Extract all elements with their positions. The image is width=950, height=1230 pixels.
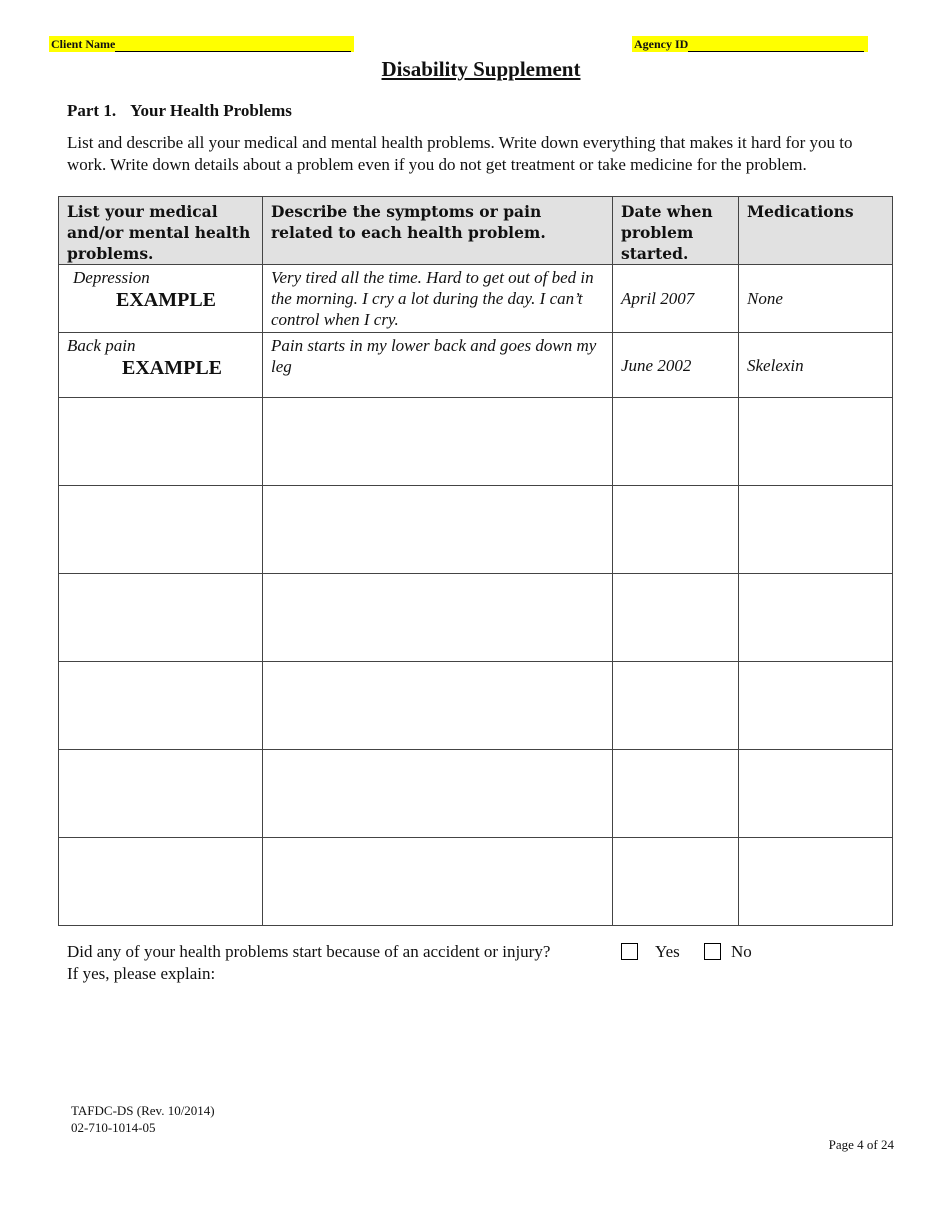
page-number: Page 4 of 24 <box>828 1137 894 1152</box>
date-cell[interactable] <box>613 838 739 926</box>
accident-question <box>67 941 550 985</box>
table-row <box>59 750 893 838</box>
problem-cell[interactable] <box>59 750 263 838</box>
symptoms-cell[interactable] <box>263 574 613 662</box>
no-checkbox[interactable] <box>704 943 721 960</box>
explain-label: If yes, please explain: <box>67 964 216 983</box>
part-title: Your Health Problems <box>130 101 292 120</box>
date-cell[interactable] <box>613 662 739 750</box>
example-symptoms: Very tired all the time. Hard to get out of bed in the morning. I cry a lot during the day. I can’t control when I cry. <box>263 265 613 333</box>
medication-cell[interactable] <box>739 662 893 750</box>
client-name-field[interactable] <box>49 36 354 52</box>
problem-cell[interactable] <box>59 574 263 662</box>
example-medication: Skelexin <box>739 333 893 398</box>
problem-cell[interactable] <box>59 662 263 750</box>
accident-question-text: Did any of your health problems start because of an accident or injury? <box>67 942 551 961</box>
problem-cell[interactable] <box>59 398 263 486</box>
symptoms-cell[interactable] <box>263 838 613 926</box>
example-problem-cell <box>59 265 263 333</box>
date-cell[interactable] <box>613 486 739 574</box>
agency-id-label: Agency ID <box>634 37 689 51</box>
medication-cell[interactable] <box>739 486 893 574</box>
medication-cell[interactable] <box>739 574 893 662</box>
part-heading <box>67 101 292 121</box>
problem-cell[interactable] <box>59 486 263 574</box>
example-symptoms: Pain starts in my lower back and goes down my leg <box>263 333 613 398</box>
table-row <box>59 486 893 574</box>
example-row <box>59 333 893 398</box>
table-header-row <box>59 197 893 265</box>
example-tag: EXAMPLE <box>116 289 216 311</box>
example-date: June 2002 <box>613 333 739 398</box>
column-header-symptoms: Describe the symptoms or pain related to each health problem. <box>263 197 613 265</box>
example-tag: EXAMPLE <box>122 357 222 379</box>
client-name-line[interactable] <box>115 38 351 52</box>
example-date: April 2007 <box>613 265 739 333</box>
agency-id-line[interactable] <box>688 38 864 52</box>
problem-cell[interactable] <box>59 838 263 926</box>
page-title: Disability Supplement <box>381 57 581 81</box>
medication-cell[interactable] <box>739 750 893 838</box>
agency-id-field[interactable] <box>632 36 868 52</box>
symptoms-cell[interactable] <box>263 662 613 750</box>
medication-cell[interactable] <box>739 398 893 486</box>
no-option[interactable] <box>704 941 752 963</box>
example-problem: Depression <box>73 268 150 287</box>
intro-text: List and describe all your medical and mental health problems. Write down everything that makes it hard for you to work. Write down details about a problem even if you do not get treatment or take medicine for the problem. <box>67 133 853 174</box>
form-footer <box>71 1102 215 1136</box>
symptoms-cell[interactable] <box>263 486 613 574</box>
column-header-medications: Medications <box>739 197 893 265</box>
table-row <box>59 662 893 750</box>
form-id: TAFDC-DS (Rev. 10/2014) <box>71 1103 215 1118</box>
medication-cell[interactable] <box>739 838 893 926</box>
table-row <box>59 398 893 486</box>
yes-option[interactable] <box>621 941 680 963</box>
form-code: 02-710-1014-05 <box>71 1120 156 1135</box>
date-cell[interactable] <box>613 574 739 662</box>
yes-checkbox[interactable] <box>621 943 638 960</box>
health-problems-table <box>58 196 893 926</box>
table-row <box>59 838 893 926</box>
example-row <box>59 265 893 333</box>
date-cell[interactable] <box>613 750 739 838</box>
yes-label: Yes <box>655 942 680 961</box>
no-label: No <box>731 942 752 961</box>
column-header-date: Date when problem started. <box>613 197 739 265</box>
symptoms-cell[interactable] <box>263 750 613 838</box>
part-number: Part 1. <box>67 101 117 120</box>
example-medication: None <box>739 265 893 333</box>
table-row <box>59 574 893 662</box>
column-header-problems: List your medical and/or mental health problems. <box>59 197 263 265</box>
example-problem: Back pain <box>67 336 136 355</box>
date-cell[interactable] <box>613 398 739 486</box>
client-name-label: Client Name <box>51 37 116 51</box>
symptoms-cell[interactable] <box>263 398 613 486</box>
example-problem-cell <box>59 333 263 398</box>
